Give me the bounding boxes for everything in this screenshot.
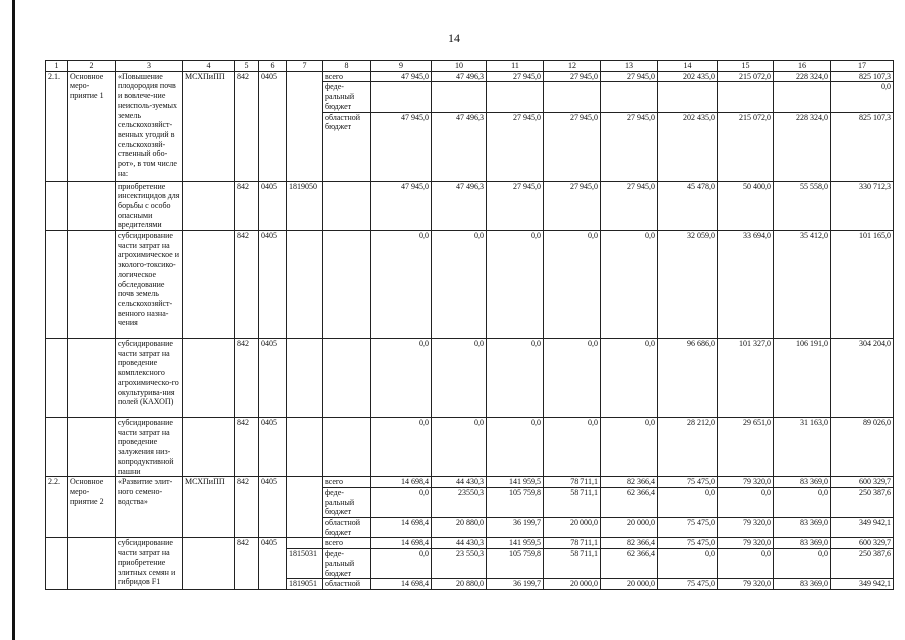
rzpr-cell: 0405 — [259, 71, 287, 181]
value-cell: 0,0 — [601, 339, 658, 418]
executor-cell: МСХПиПП — [183, 71, 235, 181]
item-name: Основное меро-приятие 1 — [68, 71, 116, 181]
item-title: субсидирование части затрат на агрохимическое и эколого-токсико-логическое обследование почв земель сельскохозяйст-венного назна-чения — [116, 231, 183, 339]
value-cell: 330 712,3 — [831, 181, 894, 231]
csr-cell — [287, 339, 323, 418]
table-cell — [46, 339, 68, 418]
value-cell: 0,0 — [371, 231, 432, 339]
value-cell: 0,0 — [371, 418, 432, 477]
executor-cell — [183, 418, 235, 477]
rzpr-cell: 0405 — [259, 538, 287, 590]
csr-cell — [287, 418, 323, 477]
value-cell: 228 324,0 — [774, 112, 831, 181]
value-cell: 78 711,1 — [544, 477, 601, 488]
header-cell: 10 — [432, 61, 487, 72]
value-cell: 202 435,0 — [658, 71, 718, 82]
value-cell: 105 759,8 — [487, 549, 544, 579]
source-label: всего — [323, 538, 371, 549]
csr-cell — [287, 71, 323, 181]
value-cell: 0,0 — [544, 339, 601, 418]
source-label: областной — [323, 579, 371, 590]
value-cell: 58 711,1 — [544, 549, 601, 579]
grbs-cell: 842 — [235, 231, 259, 339]
grbs-cell: 842 — [235, 477, 259, 538]
header-cell: 1 — [46, 61, 68, 72]
grbs-cell: 842 — [235, 71, 259, 181]
value-cell: 825 107,3 — [831, 112, 894, 181]
executor-cell — [183, 181, 235, 231]
executor-cell: МСХПиПП — [183, 477, 235, 538]
value-cell — [718, 82, 774, 112]
value-cell: 31 163,0 — [774, 418, 831, 477]
source-label: феде-ральный бюджет — [323, 549, 371, 579]
source-label: феде-ральный бюджет — [323, 487, 371, 517]
value-cell: 83 369,0 — [774, 518, 831, 538]
source-label: всего — [323, 71, 371, 82]
header-cell: 14 — [658, 61, 718, 72]
source-label: областной бюджет — [323, 518, 371, 538]
header-cell: 16 — [774, 61, 831, 72]
value-cell: 62 366,4 — [601, 549, 658, 579]
value-cell: 14 698,4 — [371, 538, 432, 549]
table-cell — [68, 538, 116, 590]
item-title: субсидирование части затрат на проведение комплексного агрохимическо-го окультурива-ния полей (КАХОП) — [116, 339, 183, 418]
grbs-cell: 842 — [235, 181, 259, 231]
value-cell: 0,0 — [371, 549, 432, 579]
executor-cell — [183, 231, 235, 339]
value-cell: 250 387,6 — [831, 549, 894, 579]
value-cell: 0,0 — [658, 549, 718, 579]
value-cell: 0,0 — [601, 418, 658, 477]
value-cell: 36 199,7 — [487, 518, 544, 538]
value-cell: 47 496,3 — [432, 181, 487, 231]
value-cell: 27 945,0 — [601, 112, 658, 181]
value-cell: 101 327,0 — [718, 339, 774, 418]
item-name: Основное меро-приятие 2 — [68, 477, 116, 538]
value-cell: 141 959,5 — [487, 538, 544, 549]
header-row — [46, 61, 894, 72]
value-cell: 82 366,4 — [601, 477, 658, 488]
value-cell: 23 550,3 — [432, 549, 487, 579]
value-cell: 47 945,0 — [371, 71, 432, 82]
value-cell: 75 475,0 — [658, 579, 718, 590]
header-cell: 4 — [183, 61, 235, 72]
header-cell: 8 — [323, 61, 371, 72]
value-cell: 14 698,4 — [371, 579, 432, 590]
value-cell: 0,0 — [774, 487, 831, 517]
value-cell: 215 072,0 — [718, 112, 774, 181]
value-cell: 20 880,0 — [432, 579, 487, 590]
value-cell: 14 698,4 — [371, 477, 432, 488]
table-cell — [68, 339, 116, 418]
value-cell: 304 204,0 — [831, 339, 894, 418]
value-cell — [487, 82, 544, 112]
rzpr-cell: 0405 — [259, 339, 287, 418]
header-cell: 6 — [259, 61, 287, 72]
value-cell: 105 759,8 — [487, 487, 544, 517]
value-cell: 0,0 — [831, 82, 894, 112]
value-cell: 349 942,1 — [831, 579, 894, 590]
source-label — [323, 339, 371, 418]
csr-cell — [287, 538, 323, 549]
executor-cell — [183, 538, 235, 590]
value-cell: 600 329,7 — [831, 477, 894, 488]
value-cell: 27 945,0 — [544, 71, 601, 82]
csr-cell: 1819051 — [287, 579, 323, 590]
csr-cell: 1815031 — [287, 549, 323, 579]
csr-cell: 1819050 — [287, 181, 323, 231]
csr-cell — [287, 231, 323, 339]
source-label: всего — [323, 477, 371, 488]
header-cell: 5 — [235, 61, 259, 72]
value-cell: 20 000,0 — [544, 518, 601, 538]
value-cell: 23550,3 — [432, 487, 487, 517]
value-cell: 20 000,0 — [601, 518, 658, 538]
item-title: субсидирование части затрат на проведение залужения низ-копродуктивной пашни — [116, 418, 183, 477]
value-cell: 600 329,7 — [831, 538, 894, 549]
value-cell: 20 880,0 — [432, 518, 487, 538]
table-cell — [68, 181, 116, 231]
value-cell: 58 711,1 — [544, 487, 601, 517]
header-cell: 7 — [287, 61, 323, 72]
value-cell: 27 945,0 — [544, 181, 601, 231]
value-cell — [371, 82, 432, 112]
value-cell: 47 496,3 — [432, 112, 487, 181]
value-cell — [544, 82, 601, 112]
table-cell — [46, 231, 68, 339]
value-cell: 106 191,0 — [774, 339, 831, 418]
value-cell: 202 435,0 — [658, 112, 718, 181]
value-cell: 83 369,0 — [774, 538, 831, 549]
value-cell: 0,0 — [544, 418, 601, 477]
value-cell: 79 320,0 — [718, 538, 774, 549]
row-s4 — [46, 418, 894, 477]
value-cell: 79 320,0 — [718, 477, 774, 488]
value-cell: 0,0 — [487, 339, 544, 418]
value-cell: 0,0 — [432, 231, 487, 339]
table-cell — [46, 181, 68, 231]
value-cell: 27 945,0 — [601, 181, 658, 231]
source-label — [323, 181, 371, 231]
header-cell: 11 — [487, 61, 544, 72]
value-cell: 44 430,3 — [432, 538, 487, 549]
table-cell — [68, 231, 116, 339]
value-cell: 0,0 — [774, 549, 831, 579]
table-cell — [46, 418, 68, 477]
item-title: «Повышение плодородия почв и вовлече-ние неисполь-зуемых земель сельскохозяйст-венных угодий в сельскохозяй-ственный обо-рот», в том числе на: — [116, 71, 183, 181]
executor-cell — [183, 339, 235, 418]
value-cell: 32 059,0 — [658, 231, 718, 339]
value-cell: 0,0 — [432, 339, 487, 418]
csr-cell — [287, 477, 323, 538]
value-cell — [774, 82, 831, 112]
value-cell: 20 000,0 — [601, 579, 658, 590]
value-cell: 141 959,5 — [487, 477, 544, 488]
value-cell — [432, 82, 487, 112]
value-cell: 215 072,0 — [718, 71, 774, 82]
value-cell: 96 686,0 — [658, 339, 718, 418]
value-cell: 14 698,4 — [371, 518, 432, 538]
rzpr-cell: 0405 — [259, 231, 287, 339]
value-cell: 0,0 — [371, 487, 432, 517]
grbs-cell: 842 — [235, 418, 259, 477]
header-cell: 15 — [718, 61, 774, 72]
header-cell: 2 — [68, 61, 116, 72]
value-cell: 78 711,1 — [544, 538, 601, 549]
source-label — [323, 231, 371, 339]
value-cell: 0,0 — [432, 418, 487, 477]
table-cell — [68, 418, 116, 477]
row-s5-total — [46, 538, 894, 549]
value-cell: 44 430,3 — [432, 477, 487, 488]
value-cell: 75 475,0 — [658, 518, 718, 538]
value-cell: 33 694,0 — [718, 231, 774, 339]
value-cell: 45 478,0 — [658, 181, 718, 231]
value-cell: 27 945,0 — [544, 112, 601, 181]
budget-table — [45, 60, 894, 590]
value-cell: 27 945,0 — [487, 181, 544, 231]
rzpr-cell: 0405 — [259, 418, 287, 477]
value-cell: 28 212,0 — [658, 418, 718, 477]
value-cell: 47 945,0 — [371, 181, 432, 231]
value-cell: 27 945,0 — [487, 71, 544, 82]
value-cell: 0,0 — [718, 487, 774, 517]
page-number: 14 — [448, 31, 460, 45]
page-edge-line — [12, 0, 15, 640]
value-cell: 55 558,0 — [774, 181, 831, 231]
header-cell: 12 — [544, 61, 601, 72]
row-2-2-total — [46, 477, 894, 488]
row-s2 — [46, 231, 894, 339]
value-cell: 35 412,0 — [774, 231, 831, 339]
rzpr-cell: 0405 — [259, 477, 287, 538]
item-number: 2.1. — [46, 71, 68, 181]
value-cell: 82 366,4 — [601, 538, 658, 549]
item-title: субсидирование части затрат на приобретение элитных семян и гибридов F1 — [116, 538, 183, 590]
value-cell: 29 651,0 — [718, 418, 774, 477]
value-cell: 83 369,0 — [774, 579, 831, 590]
value-cell: 75 475,0 — [658, 538, 718, 549]
header-cell: 17 — [831, 61, 894, 72]
value-cell: 0,0 — [544, 231, 601, 339]
item-title: «Развитие элит-ного семено-водства» — [116, 477, 183, 538]
value-cell: 0,0 — [371, 339, 432, 418]
value-cell: 27 945,0 — [487, 112, 544, 181]
value-cell: 89 026,0 — [831, 418, 894, 477]
grbs-cell: 842 — [235, 538, 259, 590]
item-number: 2.2. — [46, 477, 68, 538]
grbs-cell: 842 — [235, 339, 259, 418]
value-cell: 47 496,3 — [432, 71, 487, 82]
value-cell: 50 400,0 — [718, 181, 774, 231]
value-cell: 228 324,0 — [774, 71, 831, 82]
value-cell: 83 369,0 — [774, 477, 831, 488]
value-cell: 0,0 — [487, 418, 544, 477]
table-cell — [46, 538, 68, 590]
value-cell: 79 320,0 — [718, 518, 774, 538]
value-cell: 62 366,4 — [601, 487, 658, 517]
value-cell: 0,0 — [658, 487, 718, 517]
source-label: феде-ральный бюджет — [323, 82, 371, 112]
row-s1 — [46, 181, 894, 231]
value-cell: 47 945,0 — [371, 112, 432, 181]
value-cell: 349 942,1 — [831, 518, 894, 538]
value-cell: 20 000,0 — [544, 579, 601, 590]
value-cell: 825 107,3 — [831, 71, 894, 82]
header-cell: 3 — [116, 61, 183, 72]
header-cell: 13 — [601, 61, 658, 72]
value-cell: 0,0 — [487, 231, 544, 339]
value-cell: 250 387,6 — [831, 487, 894, 517]
source-label: областной бюджет — [323, 112, 371, 181]
value-cell: 27 945,0 — [601, 71, 658, 82]
value-cell: 79 320,0 — [718, 579, 774, 590]
value-cell — [658, 82, 718, 112]
value-cell: 36 199,7 — [487, 579, 544, 590]
item-title: приобретение инсектицидов для борьбы с особо опасными вредителями — [116, 181, 183, 231]
row-s3 — [46, 339, 894, 418]
source-label — [323, 418, 371, 477]
value-cell: 75 475,0 — [658, 477, 718, 488]
value-cell — [601, 82, 658, 112]
row-2-1-total — [46, 71, 894, 82]
value-cell: 0,0 — [718, 549, 774, 579]
header-cell: 9 — [371, 61, 432, 72]
rzpr-cell: 0405 — [259, 181, 287, 231]
value-cell: 101 165,0 — [831, 231, 894, 339]
value-cell: 0,0 — [601, 231, 658, 339]
